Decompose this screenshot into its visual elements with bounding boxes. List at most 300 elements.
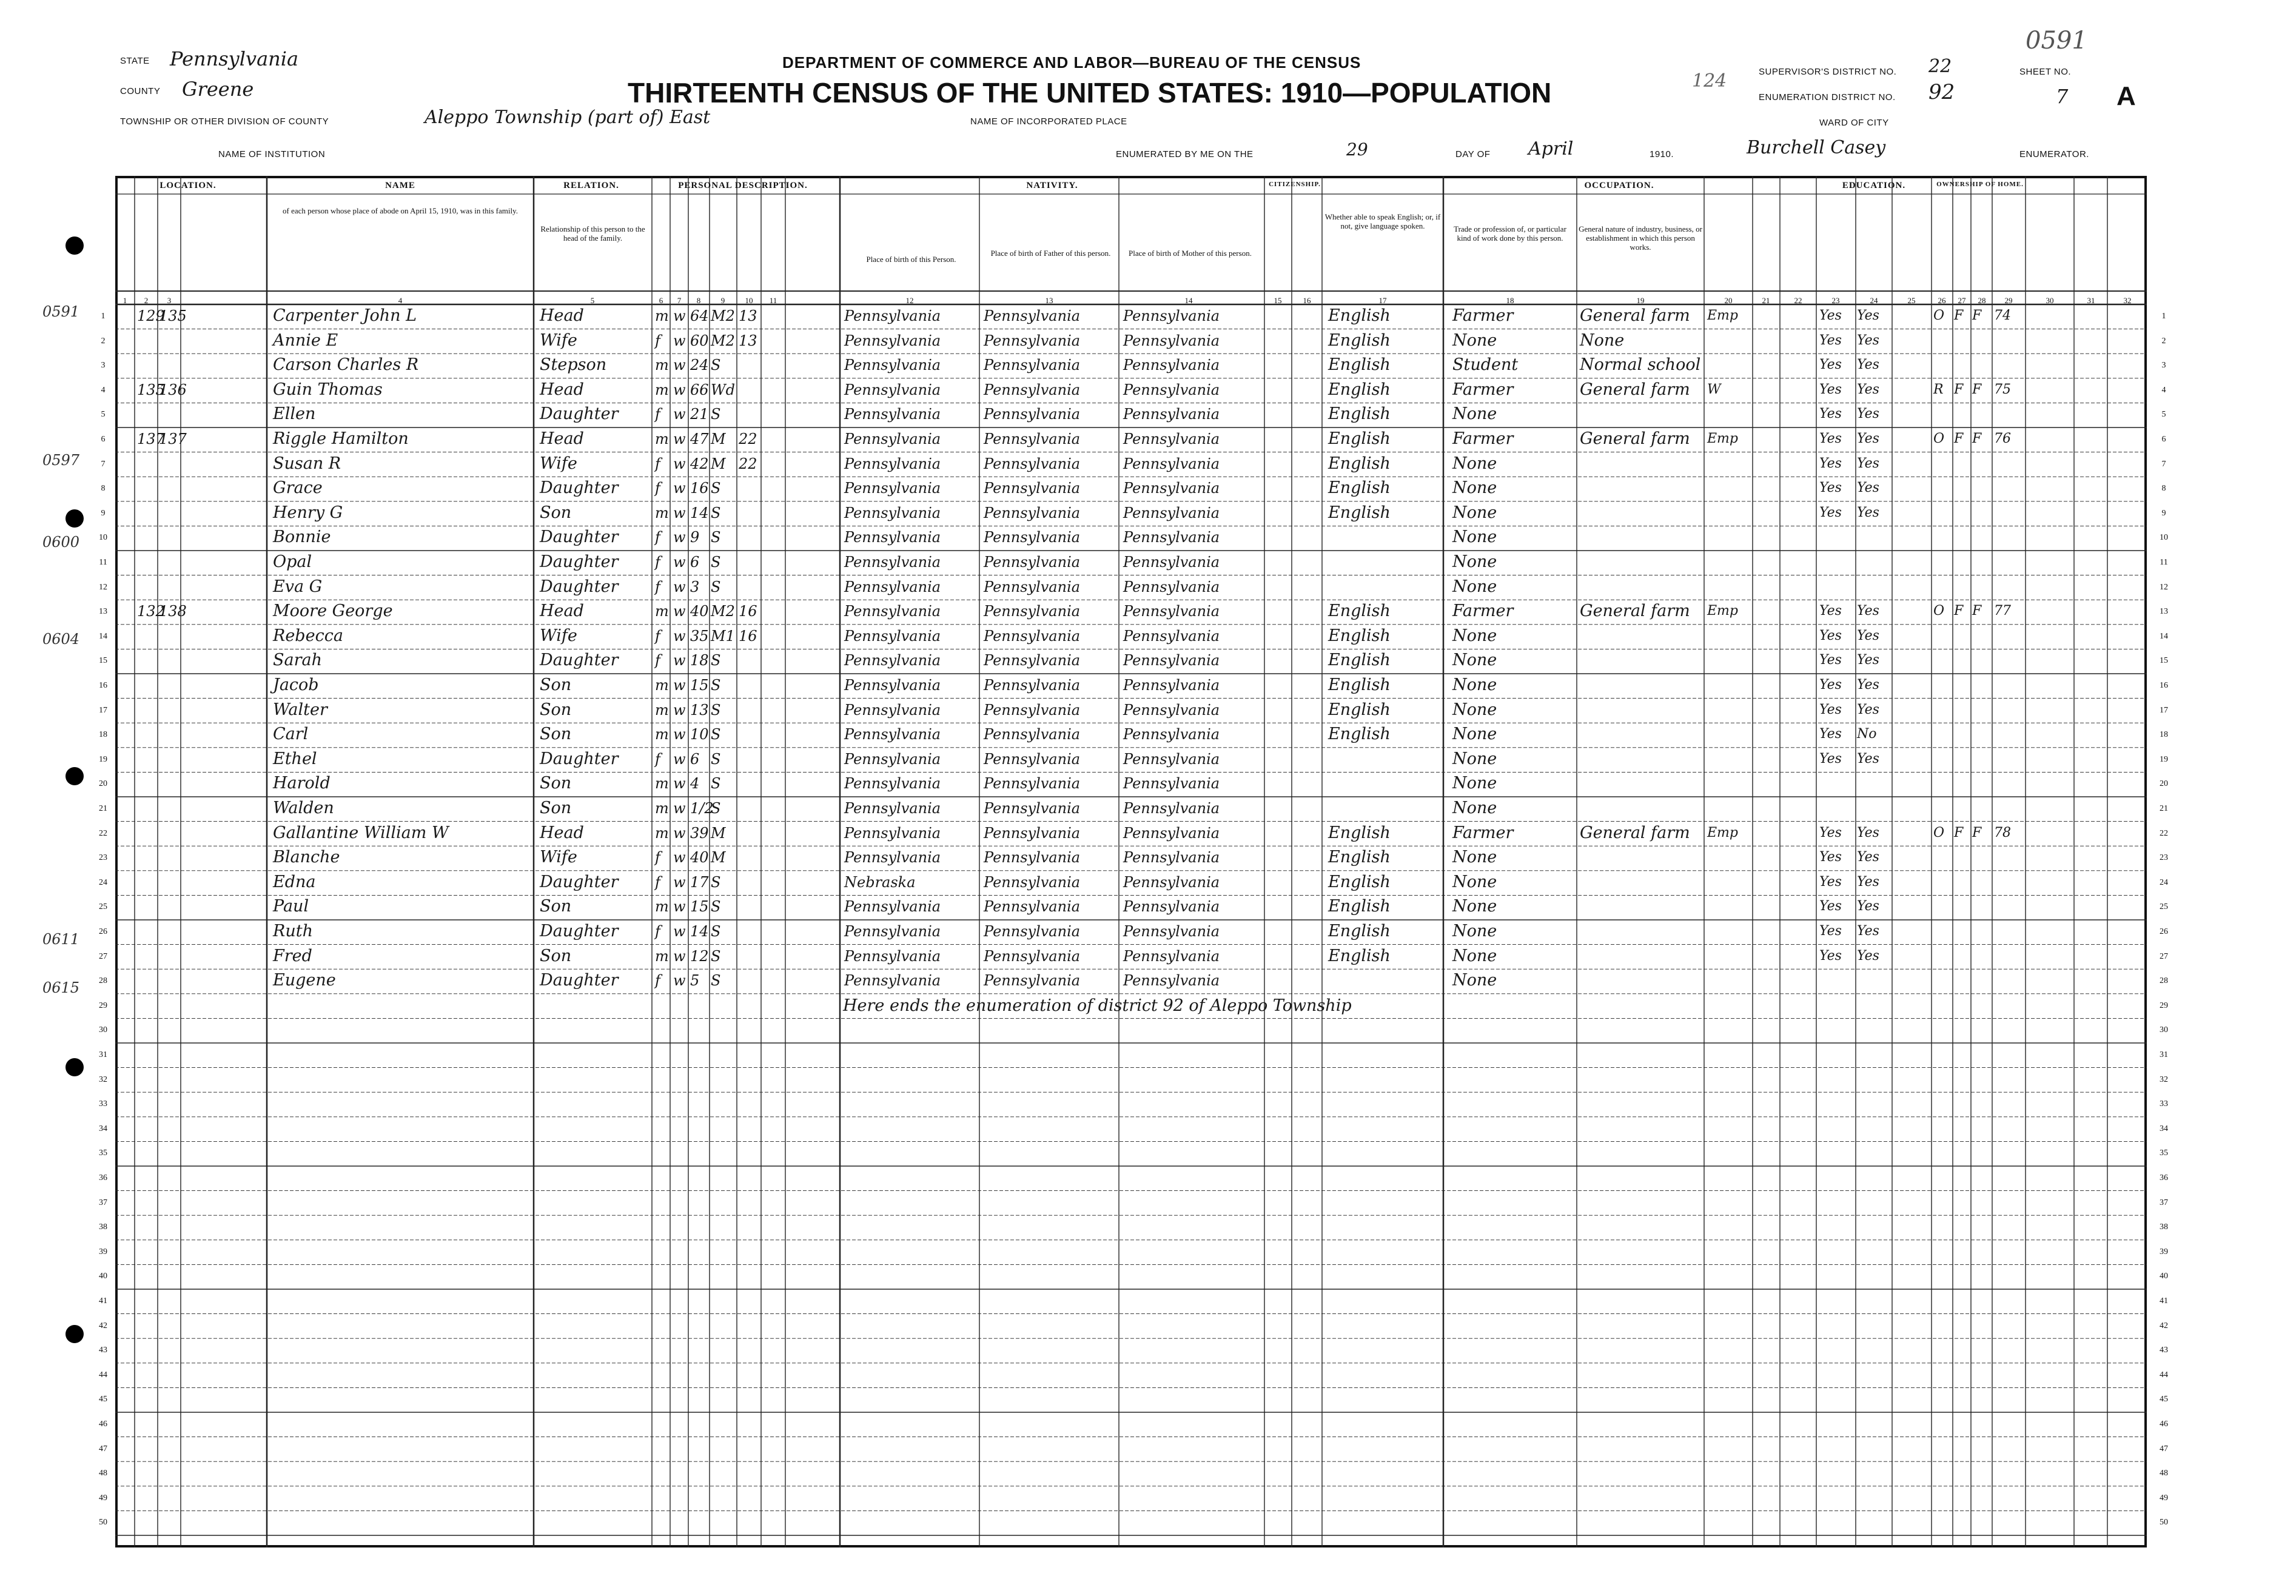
row-number: 20 [2160,779,2168,789]
sex: m [655,898,669,916]
institution-label: NAME OF INSTITUTION [218,149,326,159]
row-number: 21 [99,804,107,813]
can-write: Yes [1857,751,1879,766]
column-number: 25 [1907,296,1916,305]
birthplace-person: Pennsylvania [844,750,941,768]
can-write: Yes [1857,505,1879,520]
can-read: Yes [1819,505,1842,520]
relation: Head [540,306,584,325]
can-read: Yes [1819,381,1842,397]
can-write: No [1857,726,1877,742]
column-number: 19 [1636,296,1645,305]
can-write: Yes [1857,381,1879,397]
free-mortgaged: F [1954,431,1964,446]
birthplace-mother: Pennsylvania [1123,455,1220,472]
margin-note: 0604 [42,631,80,648]
person-name: Grace [273,478,323,498]
birthplace-mother: Pennsylvania [1123,873,1220,891]
row-number: 14 [99,631,107,641]
column-number: 23 [1831,296,1840,305]
relation: Son [540,774,572,793]
day-of-label: DAY OF [1455,149,1491,159]
row-number: 39 [99,1247,107,1256]
township-label: TOWNSHIP OR OTHER DIVISION OF COUNTY [120,116,329,127]
age: 15 [690,677,709,694]
marital-status: M1 [711,627,735,645]
industry: General farm [1580,602,1690,621]
state-value: Pennsylvania [170,47,299,70]
row-number: 11 [99,558,107,567]
page-title: THIRTEENTH CENSUS OF THE UNITED STATES: 1910—POPULATION [628,77,1552,109]
birthplace-father: Pennsylvania [984,554,1081,571]
incorporated-place-label: NAME OF INCORPORATED PLACE [970,116,1127,127]
column-number: 5 [590,296,595,305]
can-write: Yes [1857,480,1879,496]
sex: f [655,529,660,546]
relation: Daughter [540,651,619,670]
birthplace-mother: Pennsylvania [1123,775,1220,793]
row-number: 46 [2160,1420,2168,1429]
birthplace-father: Pennsylvania [984,726,1081,743]
row-number: 23 [2160,853,2168,863]
row-number: 14 [2160,631,2168,641]
age: 14 [690,923,709,940]
row-number: 39 [2160,1247,2168,1256]
age: 10 [690,726,709,743]
birthplace-father: Pennsylvania [984,947,1081,965]
birthplace-person: Pennsylvania [844,923,941,940]
row-number: 19 [2160,754,2168,764]
row-number: 24 [99,877,107,887]
farm-house: F [1972,825,1982,840]
row-number: 4 [2161,385,2166,395]
race: w [673,480,686,497]
can-read: Yes [1819,357,1842,373]
margin-note: 0615 [42,979,80,996]
years-married: 13 [739,332,757,349]
relation: Head [540,380,584,399]
marital-status: S [711,898,721,916]
row-number: 6 [2161,435,2166,444]
farm-house: F [1972,603,1982,619]
birthplace-father: Pennsylvania [984,750,1081,768]
race: w [673,627,686,645]
race: w [673,677,686,694]
row-number: 25 [99,902,107,912]
trade: None [1452,552,1497,571]
row-number: 12 [99,582,107,592]
birthplace-person: Pennsylvania [844,972,941,990]
race: w [673,431,686,448]
trade: None [1452,454,1497,473]
marital-status: S [711,529,721,546]
sex: m [655,603,669,620]
trade: None [1452,503,1497,522]
person-name: Ethel [273,749,317,768]
row-number: 18 [2160,730,2168,740]
trade: None [1452,478,1497,498]
person-name: Fred [273,946,312,965]
industry: General farm [1580,380,1690,399]
birthplace-mother: Pennsylvania [1123,677,1220,694]
group-header-education: EDUCATION. [1842,181,1906,190]
can-write: Yes [1857,924,1879,939]
row-number: 15 [2160,656,2168,666]
birthplace-father: Pennsylvania [984,357,1081,374]
sex: f [655,578,660,595]
can-read: Yes [1819,924,1842,939]
person-name: Ellen [273,404,316,424]
birthplace-mother: Pennsylvania [1123,332,1220,349]
person-name: Jacob [273,676,319,694]
county-label: COUNTY [120,86,161,96]
row-number: 48 [99,1469,107,1478]
birthplace-mother: Pennsylvania [1123,898,1220,916]
row-number: 15 [99,656,107,666]
relation: Daughter [540,872,619,891]
sex: f [655,406,660,423]
person-name: Carpenter John L [273,306,417,325]
column-number: 4 [398,296,403,305]
person-name: Edna [273,872,316,891]
row-number: 34 [2160,1124,2168,1133]
birthplace-person: Pennsylvania [844,504,941,521]
birthplace-mother: Pennsylvania [1123,381,1220,398]
enumerator-name: Burchell Casey [1747,137,1886,158]
sex: f [655,332,660,349]
state-label: STATE [120,56,150,66]
county-value: Greene [182,78,254,101]
age: 18 [690,652,709,669]
race: w [673,529,686,546]
age: 13 [690,701,709,719]
row-number: 44 [99,1370,107,1380]
row-number: 43 [99,1346,107,1355]
can-read: Yes [1819,431,1842,446]
row-number: 32 [2160,1075,2168,1084]
trade: None [1452,577,1497,596]
age: 47 [690,431,709,448]
sex: m [655,775,669,793]
relation: Stepson [540,355,607,375]
years-married: 22 [739,455,757,472]
relation: Son [540,676,572,694]
group-header-relation: RELATION. [563,181,619,190]
person-name: Guin Thomas [273,380,383,399]
can-read: Yes [1819,948,1842,964]
column-header-language: Whether able to speak English; or, if not, give language spoken. [1324,212,1441,230]
row-number: 41 [99,1296,107,1306]
row-number: 25 [2160,902,2168,912]
column-header-birth-father: Place of birth of Father of this person. [990,249,1111,258]
trade: None [1452,651,1497,670]
person-name: Harold [273,774,331,793]
sex: m [655,677,669,694]
birthplace-person: Pennsylvania [844,627,941,645]
marital-status: M [711,431,726,448]
employer-class: Emp [1707,308,1739,323]
marital-status: S [711,406,721,423]
row-number: 13 [99,607,107,617]
race: w [673,701,686,719]
race: w [673,972,686,990]
race: w [673,307,686,324]
row-number: 13 [2160,607,2168,617]
person-name: Rebecca [273,626,343,645]
age: 17 [690,873,709,891]
row-number: 44 [2160,1370,2168,1380]
sex: m [655,701,669,719]
can-write: Yes [1857,357,1879,373]
row-number: 31 [2160,1050,2168,1059]
row-number: 24 [2160,877,2168,887]
birthplace-father: Pennsylvania [984,627,1081,645]
industry: None [1580,330,1625,350]
relation: Daughter [540,478,619,498]
sex: m [655,431,669,448]
farm-schedule: 78 [1994,825,2011,840]
column-header-birth-person: Place of birth of this Person. [866,255,956,264]
row-number: 10 [99,533,107,543]
free-mortgaged: F [1954,381,1964,397]
farm-house: F [1972,431,1982,446]
trade: None [1452,971,1497,990]
family-number: 138 [159,603,187,620]
column-number: 11 [769,296,777,305]
industry: General farm [1580,823,1690,842]
column-number: 30 [2046,296,2054,305]
can-write: Yes [1857,948,1879,964]
column-number: 26 [1938,296,1946,305]
age: 64 [690,307,709,324]
birthplace-father: Pennsylvania [984,307,1081,324]
column-number: 24 [1870,296,1878,305]
column-header-birth-mother: Place of birth of Mother of this person. [1129,249,1252,258]
family-number: 137 [159,431,187,448]
industry: General farm [1580,429,1690,448]
race: w [673,357,686,374]
column-header-relation: Relationship of this person to the head of the family. [540,224,645,243]
marital-status: M [711,824,726,842]
group-header-occupation: OCCUPATION. [1584,181,1654,190]
age: 66 [690,381,709,398]
can-read: Yes [1819,874,1842,890]
trade: None [1452,725,1497,744]
can-write: Yes [1857,850,1879,865]
birthplace-father: Pennsylvania [984,578,1081,595]
row-number: 3 [101,361,106,370]
column-number: 6 [659,296,663,305]
marital-status: S [711,480,721,497]
race: w [673,603,686,620]
birthplace-mother: Pennsylvania [1123,307,1220,324]
can-read: Yes [1819,480,1842,496]
margin-note: 0597 [42,452,80,469]
birthplace-person: Pennsylvania [844,455,941,472]
trade: Student [1452,355,1519,375]
row-number: 36 [2160,1173,2168,1182]
township-value: Aleppo Township (part of) East [425,107,711,128]
row-number: 17 [99,705,107,715]
person-name: Eugene [273,971,336,990]
relation: Wife [540,848,577,867]
relation: Wife [540,626,577,645]
person-name: Paul [273,897,309,916]
marital-status: S [711,677,721,694]
language: English [1328,478,1391,498]
row-number: 18 [99,730,107,740]
relation: Daughter [540,528,619,547]
can-write: Yes [1857,455,1879,471]
trade: Farmer [1452,380,1514,399]
can-read: Yes [1819,603,1842,619]
can-write: Yes [1857,308,1879,323]
birthplace-father: Pennsylvania [984,455,1081,472]
row-number: 5 [2161,410,2166,420]
age: 40 [690,849,709,867]
birthplace-father: Pennsylvania [984,529,1081,546]
age: 1/2 [690,800,714,817]
sex: f [655,627,660,645]
race: w [673,824,686,842]
age: 24 [690,357,709,374]
row-number: 47 [2160,1444,2168,1454]
column-number: 28 [1978,296,1986,305]
relation: Head [540,429,584,448]
birthplace-person: Nebraska [844,873,916,891]
sex: f [655,652,660,669]
sex: m [655,947,669,965]
trade: Farmer [1452,306,1514,325]
trade: None [1452,528,1497,547]
language: English [1328,823,1391,842]
birthplace-mother: Pennsylvania [1123,750,1220,768]
trade: None [1452,404,1497,424]
race: w [673,947,686,965]
row-number: 20 [99,779,107,789]
row-number: 36 [99,1173,107,1182]
free-mortgaged: F [1954,308,1964,323]
group-header-ownership: OWNERSHIP OF HOME. [1936,181,2024,188]
trade: None [1452,946,1497,965]
can-write: Yes [1857,677,1879,692]
employer-class: W [1707,381,1721,397]
birthplace-father: Pennsylvania [984,652,1081,669]
relation: Son [540,700,572,719]
language: English [1328,429,1391,448]
sheet-letter: A [2116,81,2136,111]
person-name: Henry G [273,503,343,522]
marital-status: S [711,652,721,669]
birthplace-mother: Pennsylvania [1123,726,1220,743]
row-number: 33 [99,1099,107,1109]
row-number: 22 [99,828,107,838]
column-number: 3 [167,296,172,305]
birthplace-mother: Pennsylvania [1123,800,1220,817]
column-number: 22 [1794,296,1802,305]
row-number: 35 [99,1148,107,1158]
column-number: 18 [1506,296,1514,305]
row-number: 7 [101,459,106,469]
row-number: 29 [99,1001,107,1010]
dwelling-number: 135 [137,381,165,398]
column-number: 13 [1045,296,1053,305]
row-number: 2 [2161,336,2166,346]
can-write: Yes [1857,406,1879,422]
can-read: Yes [1819,850,1842,865]
row-number: 17 [2160,705,2168,715]
person-name: Blanche [273,848,340,867]
sex: m [655,824,669,842]
language: English [1328,676,1391,694]
row-number: 38 [2160,1222,2168,1232]
birthplace-mother: Pennsylvania [1123,504,1220,521]
relation: Son [540,946,572,965]
marital-status: S [711,775,721,793]
language: English [1328,897,1391,916]
language: English [1328,404,1391,424]
group-header-location: LOCATION. [159,181,217,190]
birthplace-person: Pennsylvania [844,381,941,398]
birthplace-father: Pennsylvania [984,800,1081,817]
row-number: 16 [2160,681,2168,690]
dwelling-number: 132 [137,603,165,620]
birthplace-person: Pennsylvania [844,652,941,669]
trade: Farmer [1452,823,1514,842]
birthplace-father: Pennsylvania [984,849,1081,867]
race: w [673,873,686,891]
person-name: Bonnie [273,528,331,547]
column-number: 16 [1303,296,1311,305]
person-name: Walden [273,799,334,817]
marital-status: S [711,578,721,595]
race: w [673,504,686,521]
person-name: Riggle Hamilton [273,429,409,448]
birthplace-person: Pennsylvania [844,357,941,374]
employer-class: Emp [1707,825,1739,840]
race: w [673,554,686,571]
can-write: Yes [1857,628,1879,643]
row-number: 16 [99,681,107,690]
column-number: 15 [1274,296,1282,305]
supervisor-district-label: SUPERVISOR'S DISTRICT NO. [1759,67,1897,77]
birthplace-person: Pennsylvania [844,824,941,842]
row-number: 21 [2160,804,2168,813]
industry: Normal school [1580,355,1701,375]
can-read: Yes [1819,726,1842,742]
language: English [1328,922,1391,941]
row-number: 9 [101,508,106,518]
marital-status: S [711,554,721,571]
row-number: 1 [2161,312,2166,321]
row-number: 11 [2160,558,2168,567]
marital-status: S [711,726,721,743]
person-name: Walter [273,700,327,719]
row-number: 8 [2161,484,2166,494]
person-name: Carl [273,725,309,744]
can-read: Yes [1819,677,1842,692]
trade: None [1452,897,1497,916]
age: 15 [690,898,709,916]
birthplace-mother: Pennsylvania [1123,529,1220,546]
birthplace-mother: Pennsylvania [1123,603,1220,620]
age: 21 [690,406,709,423]
birthplace-father: Pennsylvania [984,406,1081,423]
sex: f [655,455,660,472]
relation: Daughter [540,404,619,424]
language: English [1328,355,1391,375]
relation: Son [540,897,572,916]
